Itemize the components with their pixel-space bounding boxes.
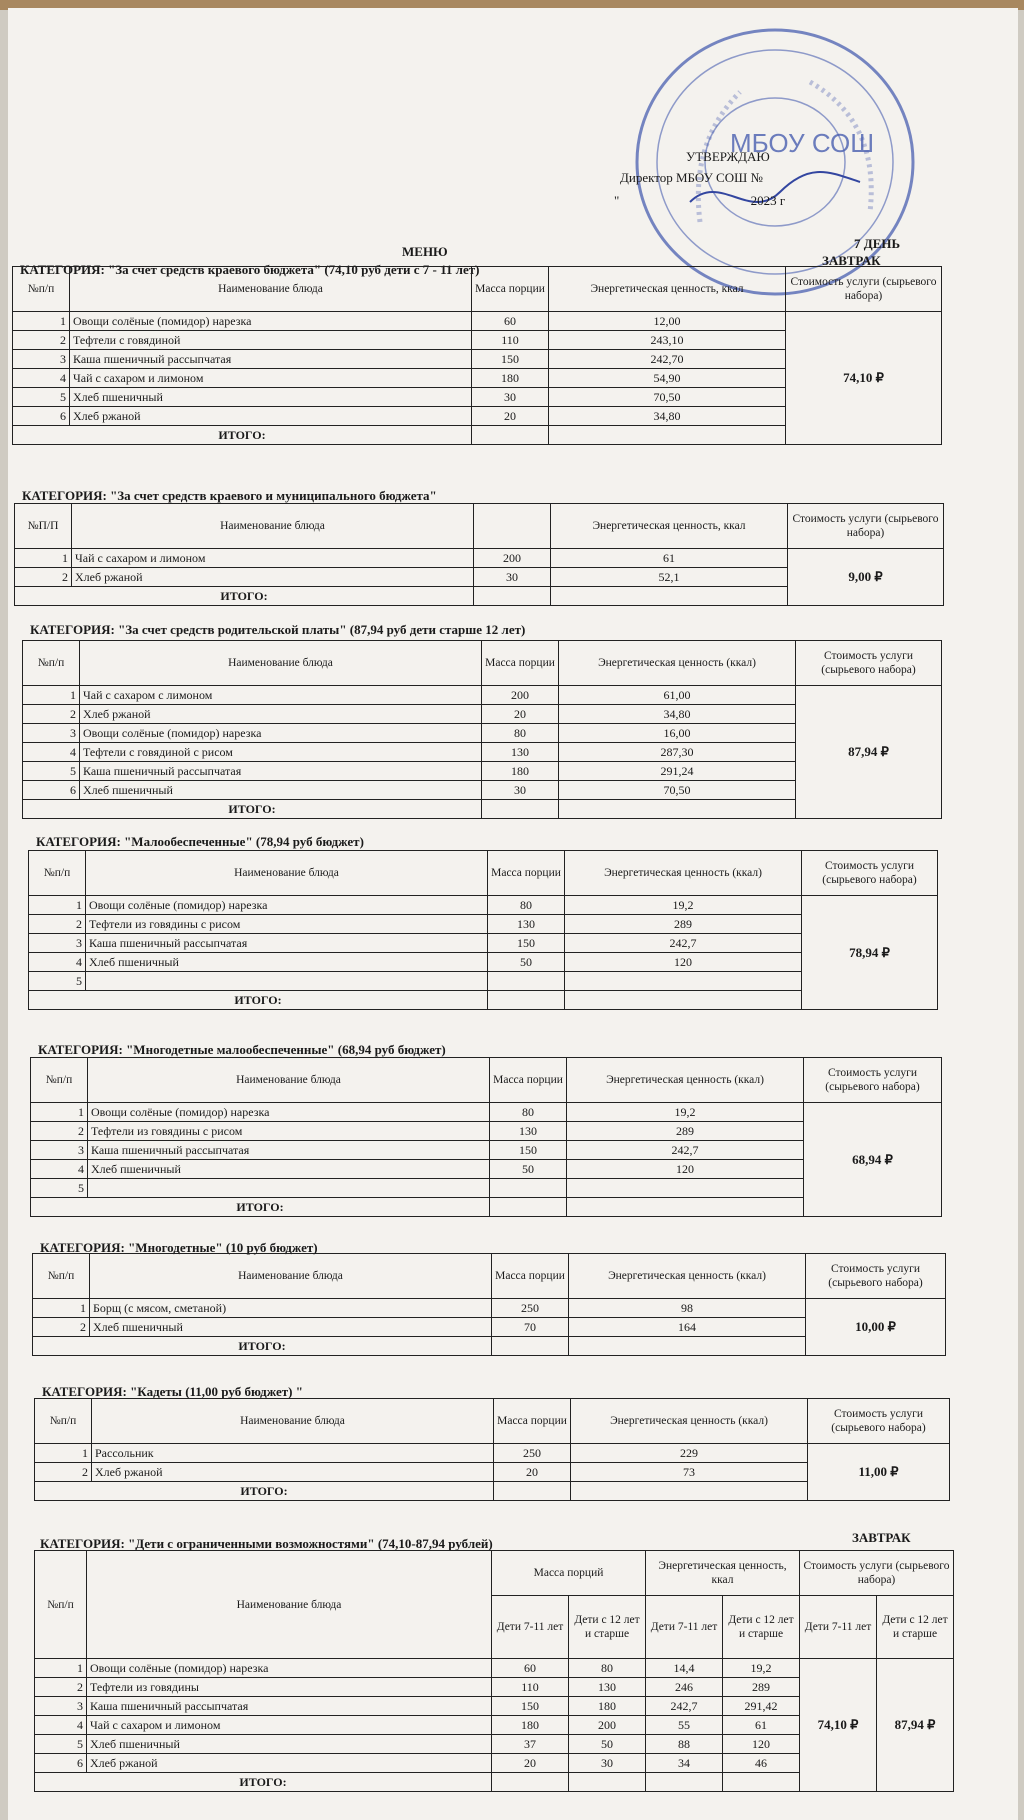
menu-table xyxy=(28,850,938,1010)
dish-name: Овощи солёные (помидор) нарезка xyxy=(70,312,472,331)
row-number: 2 xyxy=(15,568,72,587)
dish-name: Чай с сахаром с лимоном xyxy=(80,686,482,705)
col-name: Наименование блюда xyxy=(86,851,488,896)
dish-kcal: 12,00 xyxy=(549,312,786,331)
row-number: 1 xyxy=(35,1659,87,1678)
dish-mass: 30 xyxy=(474,568,551,587)
total-label: ИТОГО: xyxy=(33,1337,492,1356)
total-label: ИТОГО: xyxy=(35,1482,494,1501)
dish-mass: 130 xyxy=(482,743,559,762)
mass-12: 30 xyxy=(569,1754,646,1773)
kcal-12: 120 xyxy=(723,1735,800,1754)
kcal-12: 19,2 xyxy=(723,1659,800,1678)
dish-kcal: 289 xyxy=(567,1122,804,1141)
col-num: №п/п xyxy=(35,1551,87,1659)
kcal-12: 291,42 xyxy=(723,1697,800,1716)
dish-name: Хлеб пшеничный xyxy=(88,1160,490,1179)
dish-kcal: 16,00 xyxy=(559,724,796,743)
row-number: 2 xyxy=(33,1318,90,1337)
total-kcal xyxy=(559,800,796,819)
col-price-group: Стоимость услуги (сырьевого набора) xyxy=(800,1551,954,1596)
table-row xyxy=(29,896,938,915)
table-header-row xyxy=(31,1058,942,1103)
total-kcal xyxy=(549,426,786,445)
row-number: 5 xyxy=(13,388,70,407)
dish-name: Хлеб пшеничный xyxy=(86,953,488,972)
table-header-row xyxy=(35,1399,950,1444)
dish-name: Чай с сахаром и лимоном xyxy=(72,549,474,568)
menu-table xyxy=(12,266,942,445)
row-number: 5 xyxy=(31,1179,88,1198)
dish-name: Каша пшеничный рассыпчатая xyxy=(87,1697,492,1716)
total-label: ИТОГО: xyxy=(31,1198,490,1217)
table-row xyxy=(31,1103,942,1122)
category-title: КАТЕГОРИЯ: "Многодетные малообеспеченные" (68,94 руб бюджет) xyxy=(38,1042,446,1057)
mass-12: 80 xyxy=(569,1659,646,1678)
dish-name: Овощи солёные (помидор) нарезка xyxy=(80,724,482,743)
dish-mass: 50 xyxy=(488,953,565,972)
dish-kcal: 164 xyxy=(569,1318,806,1337)
col-price: Стоимость услуги (сырьевого набора) xyxy=(808,1399,950,1444)
row-number: 3 xyxy=(35,1697,87,1716)
dish-name xyxy=(88,1179,490,1198)
price-12: 87,94 ₽ xyxy=(877,1659,954,1792)
sub-mass-7-11: Дети 7-11 лет xyxy=(492,1596,569,1659)
row-number: 5 xyxy=(35,1735,87,1754)
mass-12: 130 xyxy=(569,1678,646,1697)
col-price: Стоимость услуги (сырьевого набора) xyxy=(806,1254,946,1299)
total-label: ИТОГО: xyxy=(15,587,474,606)
row-number: 5 xyxy=(23,762,80,781)
service-price: 78,94 ₽ xyxy=(802,896,938,1010)
category-title: КАТЕГОРИЯ: "Малообеспеченные" (78,94 руб бюджет) xyxy=(36,834,364,849)
col-name: Наименование блюда xyxy=(72,504,474,549)
col-energy: Энергетическая ценность (ккал) xyxy=(565,851,802,896)
total-kcal xyxy=(571,1482,808,1501)
mass-7-11: 37 xyxy=(492,1735,569,1754)
dish-kcal: 19,2 xyxy=(565,896,802,915)
col-name: Наименование блюда xyxy=(70,267,472,312)
col-energy-group: Энергетическая ценность, ккал xyxy=(646,1551,800,1596)
total-row xyxy=(29,991,938,1010)
day-label: 7 ДЕНЬ xyxy=(854,236,901,251)
dish-kcal: 70,50 xyxy=(559,781,796,800)
table-row xyxy=(23,686,942,705)
dish-kcal: 242,7 xyxy=(565,934,802,953)
col-name: Наименование блюда xyxy=(90,1254,492,1299)
dish-name: Хлеб пшеничный xyxy=(87,1735,492,1754)
row-number: 3 xyxy=(13,350,70,369)
svg-text:МБОУ СОШ: МБОУ СОШ xyxy=(730,128,875,158)
mass-12: 180 xyxy=(569,1697,646,1716)
col-num: №п/п xyxy=(13,267,70,312)
dish-mass: 200 xyxy=(474,549,551,568)
row-number: 4 xyxy=(29,953,86,972)
row-number: 4 xyxy=(23,743,80,762)
dish-name: Хлеб пшеничный xyxy=(70,388,472,407)
dish-mass: 130 xyxy=(488,915,565,934)
table-row xyxy=(15,549,944,568)
kcal-7-11: 246 xyxy=(646,1678,723,1697)
dish-mass: 200 xyxy=(482,686,559,705)
col-name: Наименование блюда xyxy=(80,641,482,686)
col-energy: Энергетическая ценность (ккал) xyxy=(569,1254,806,1299)
dish-kcal: 120 xyxy=(565,953,802,972)
row-number: 1 xyxy=(13,312,70,331)
dish-name: Каша пшеничный рассыпчатая xyxy=(86,934,488,953)
sub-price-7-11: Дети 7-11 лет xyxy=(800,1596,877,1659)
col-price: Стоимость услуги (сырьевого набора) xyxy=(786,267,942,312)
kcal-12: 289 xyxy=(723,1678,800,1697)
row-number: 1 xyxy=(23,686,80,705)
page-title: МЕНЮ xyxy=(402,244,448,259)
table-row xyxy=(29,934,938,953)
row-number: 2 xyxy=(29,915,86,934)
table-header-row xyxy=(23,641,942,686)
dish-kcal: 54,90 xyxy=(549,369,786,388)
dish-name: Хлеб пшеничный xyxy=(90,1318,492,1337)
dish-mass: 130 xyxy=(490,1122,567,1141)
dish-mass xyxy=(490,1179,567,1198)
dish-kcal: 289 xyxy=(565,915,802,934)
dish-name: Овощи солёные (помидор) нарезка xyxy=(86,896,488,915)
total-mass xyxy=(494,1482,571,1501)
mass-7-11: 110 xyxy=(492,1678,569,1697)
dish-mass: 20 xyxy=(482,705,559,724)
kcal-12: 46 xyxy=(723,1754,800,1773)
col-price: Стоимость услуги (сырьевого набора) xyxy=(796,641,942,686)
row-number: 4 xyxy=(31,1160,88,1179)
mass-7-11: 60 xyxy=(492,1659,569,1678)
dish-name: Каша пшеничный рассыпчатая xyxy=(80,762,482,781)
dish-name: Хлеб пшеничный xyxy=(80,781,482,800)
menu-table xyxy=(14,503,944,606)
dish-name: Тефтели из говядины xyxy=(87,1678,492,1697)
dish-mass: 150 xyxy=(490,1141,567,1160)
dish-name: Тефтели из говядины с рисом xyxy=(88,1122,490,1141)
kcal-7-11: 55 xyxy=(646,1716,723,1735)
disabled-meal-label: ЗАВТРАК xyxy=(852,1530,911,1545)
dish-kcal: 70,50 xyxy=(549,388,786,407)
col-energy: Энергетическая ценность, ккал xyxy=(549,267,786,312)
dish-name: Каша пшеничный рассыпчатая xyxy=(88,1141,490,1160)
service-price: 9,00 ₽ xyxy=(788,549,944,606)
meal-label: ЗАВТРАК xyxy=(822,253,881,268)
dish-mass: 180 xyxy=(482,762,559,781)
dish-mass: 180 xyxy=(472,369,549,388)
sub-energy-12: Дети с 12 лет и старше xyxy=(723,1596,800,1659)
category-title: КАТЕГОРИЯ: "За счет средств краевого бюджета" (74,10 руб дети с 7 - 11 лет) xyxy=(20,262,480,277)
col-mass-group: Масса порций xyxy=(492,1551,646,1596)
dish-mass: 80 xyxy=(482,724,559,743)
table-row xyxy=(29,972,938,991)
col-energy: Энергетическая ценность (ккал) xyxy=(571,1399,808,1444)
col-mass: Масса порции xyxy=(482,641,559,686)
col-mass: Масса порции xyxy=(488,851,565,896)
dish-name: Рассольник xyxy=(92,1444,494,1463)
dish-name: Борщ (с мясом, сметаной) xyxy=(90,1299,492,1318)
total-label: ИТОГО: xyxy=(29,991,488,1010)
mass-7-11: 180 xyxy=(492,1716,569,1735)
dish-kcal: 61,00 xyxy=(559,686,796,705)
dish-name: Тефтели с говядиной с рисом xyxy=(80,743,482,762)
service-price: 68,94 ₽ xyxy=(804,1103,942,1217)
menu-table xyxy=(32,1253,946,1356)
dish-name: Каша пшеничный рассыпчатая xyxy=(70,350,472,369)
col-mass xyxy=(474,504,551,549)
mass-7-11: 20 xyxy=(492,1754,569,1773)
total-kcal xyxy=(567,1198,804,1217)
dish-name: Тефтели с говядиной xyxy=(70,331,472,350)
category-title: КАТЕГОРИЯ: "За счет средств родительской платы" (87,94 руб дети старше 12 лет) xyxy=(30,622,526,637)
row-number: 3 xyxy=(29,934,86,953)
menu-table xyxy=(22,640,942,819)
dish-kcal: 73 xyxy=(571,1463,808,1482)
row-number: 2 xyxy=(23,705,80,724)
service-price: 87,94 ₽ xyxy=(796,686,942,819)
total-cell xyxy=(646,1773,723,1792)
col-price: Стоимость услуги (сырьевого набора) xyxy=(804,1058,942,1103)
row-number: 4 xyxy=(35,1716,87,1735)
total-mass xyxy=(482,800,559,819)
row-number: 6 xyxy=(35,1754,87,1773)
row-number: 3 xyxy=(23,724,80,743)
sub-energy-7-11: Дети 7-11 лет xyxy=(646,1596,723,1659)
dish-kcal xyxy=(565,972,802,991)
dish-mass xyxy=(488,972,565,991)
col-mass: Масса порции xyxy=(494,1399,571,1444)
col-price: Стоимость услуги (сырьевого набора) xyxy=(788,504,944,549)
total-mass xyxy=(474,587,551,606)
col-num: №п/п xyxy=(31,1058,88,1103)
row-number: 2 xyxy=(35,1678,87,1697)
row-number: 1 xyxy=(35,1444,92,1463)
row-number: 3 xyxy=(31,1141,88,1160)
total-cell xyxy=(492,1773,569,1792)
disabled-title: КАТЕГОРИЯ: "Дети с ограниченными возможностями" (74,10-87,94 рублей) xyxy=(40,1536,493,1551)
table-header-row xyxy=(15,504,944,549)
col-num: №п/п xyxy=(23,641,80,686)
total-kcal xyxy=(551,587,788,606)
kcal-7-11: 88 xyxy=(646,1735,723,1754)
total-cell xyxy=(569,1773,646,1792)
col-energy: Энергетическая ценность (ккал) xyxy=(567,1058,804,1103)
dish-kcal: 291,24 xyxy=(559,762,796,781)
dish-mass: 30 xyxy=(482,781,559,800)
dish-kcal xyxy=(567,1179,804,1198)
kcal-12: 61 xyxy=(723,1716,800,1735)
dish-kcal: 98 xyxy=(569,1299,806,1318)
dish-kcal: 52,1 xyxy=(551,568,788,587)
dish-kcal: 242,70 xyxy=(549,350,786,369)
total-kcal xyxy=(569,1337,806,1356)
kcal-7-11: 34 xyxy=(646,1754,723,1773)
col-num: №п/п xyxy=(35,1399,92,1444)
col-energy: Энергетическая ценность (ккал) xyxy=(559,641,796,686)
row-number: 1 xyxy=(31,1103,88,1122)
row-number: 1 xyxy=(15,549,72,568)
dish-mass: 250 xyxy=(494,1444,571,1463)
dish-name: Овощи солёные (помидор) нарезка xyxy=(88,1103,490,1122)
approval-block xyxy=(614,146,786,211)
table-header-row xyxy=(29,851,938,896)
dish-mass: 30 xyxy=(472,388,549,407)
dish-kcal: 34,80 xyxy=(559,705,796,724)
dish-name: Овощи солёные (помидор) нарезка xyxy=(87,1659,492,1678)
disabled-table xyxy=(34,1550,954,1792)
dish-mass: 80 xyxy=(488,896,565,915)
col-mass: Масса порции xyxy=(490,1058,567,1103)
total-cell xyxy=(723,1773,800,1792)
row-number: 1 xyxy=(33,1299,90,1318)
director-label: Директор МБОУ СОШ № xyxy=(620,170,763,185)
dish-name xyxy=(86,972,488,991)
table-row xyxy=(35,1659,954,1678)
sub-price-12: Дети с 12 лет и старше xyxy=(877,1596,954,1659)
dish-mass: 70 xyxy=(492,1318,569,1337)
kcal-7-11: 14,4 xyxy=(646,1659,723,1678)
price-7-11: 74,10 ₽ xyxy=(800,1659,877,1792)
dish-kcal: 242,7 xyxy=(567,1141,804,1160)
dish-kcal: 61 xyxy=(551,549,788,568)
category-title: КАТЕГОРИЯ: "Кадеты (11,00 руб бюджет) " xyxy=(42,1384,303,1399)
table-row xyxy=(29,953,938,972)
row-number: 2 xyxy=(31,1122,88,1141)
row-number: 6 xyxy=(13,407,70,426)
dish-kcal: 120 xyxy=(567,1160,804,1179)
table-header-row xyxy=(13,267,942,312)
dish-mass: 150 xyxy=(472,350,549,369)
year-label: 2023 г xyxy=(750,193,786,208)
dish-name: Хлеб ржаной xyxy=(87,1754,492,1773)
mass-12: 200 xyxy=(569,1716,646,1735)
row-number: 4 xyxy=(13,369,70,388)
col-num: №п/п xyxy=(33,1254,90,1299)
dish-name: Чай с сахаром и лимоном xyxy=(70,369,472,388)
date-quote: " xyxy=(614,193,620,208)
total-label: ИТОГО: xyxy=(13,426,472,445)
col-name: Наименование блюда xyxy=(92,1399,494,1444)
total-label: ИТОГО: xyxy=(35,1773,492,1792)
menu-table xyxy=(34,1398,950,1501)
col-name: Наименование блюда xyxy=(87,1551,492,1659)
total-label: ИТОГО: xyxy=(23,800,482,819)
row-number: 5 xyxy=(29,972,86,991)
sub-mass-12: Дети с 12 лет и старше xyxy=(569,1596,646,1659)
row-number: 2 xyxy=(13,331,70,350)
mass-12: 50 xyxy=(569,1735,646,1754)
table-row xyxy=(33,1299,946,1318)
col-mass: Масса порции xyxy=(492,1254,569,1299)
dish-mass: 80 xyxy=(490,1103,567,1122)
dish-mass: 110 xyxy=(472,331,549,350)
col-energy: Энергетическая ценность, ккал xyxy=(551,504,788,549)
total-mass xyxy=(488,991,565,1010)
dish-kcal: 287,30 xyxy=(559,743,796,762)
mass-7-11: 150 xyxy=(492,1697,569,1716)
dish-name: Чай с сахаром и лимоном xyxy=(87,1716,492,1735)
table-row xyxy=(35,1444,950,1463)
total-mass xyxy=(472,426,549,445)
service-price: 74,10 ₽ xyxy=(786,312,942,445)
dish-name: Хлеб ржаной xyxy=(72,568,474,587)
dish-kcal: 229 xyxy=(571,1444,808,1463)
dish-kcal: 243,10 xyxy=(549,331,786,350)
col-name: Наименование блюда xyxy=(88,1058,490,1103)
menu-table xyxy=(30,1057,942,1217)
dish-mass: 50 xyxy=(490,1160,567,1179)
kcal-7-11: 242,7 xyxy=(646,1697,723,1716)
dish-mass: 250 xyxy=(492,1299,569,1318)
dish-name: Хлеб ржаной xyxy=(92,1463,494,1482)
dish-kcal: 34,80 xyxy=(549,407,786,426)
total-kcal xyxy=(565,991,802,1010)
category-title: КАТЕГОРИЯ: "За счет средств краевого и муниципального бюджета" xyxy=(22,488,437,503)
table-header-row xyxy=(33,1254,946,1299)
total-mass xyxy=(492,1337,569,1356)
col-num: №п/п xyxy=(29,851,86,896)
dish-name: Тефтели из говядины с рисом xyxy=(86,915,488,934)
dish-name: Хлеб ржаной xyxy=(70,407,472,426)
col-num: №П/П xyxy=(15,504,72,549)
category-title: КАТЕГОРИЯ: "Многодетные" (10 руб бюджет) xyxy=(40,1240,318,1255)
col-mass: Масса порции xyxy=(472,267,549,312)
table-row xyxy=(13,312,942,331)
dish-name: Хлеб ржаной xyxy=(80,705,482,724)
service-price: 10,00 ₽ xyxy=(806,1299,946,1356)
row-number: 2 xyxy=(35,1463,92,1482)
dish-mass: 60 xyxy=(472,312,549,331)
dish-mass: 20 xyxy=(472,407,549,426)
approve-label: УТВЕРЖДАЮ xyxy=(686,149,770,164)
table-row xyxy=(29,915,938,934)
total-mass xyxy=(490,1198,567,1217)
dish-kcal: 19,2 xyxy=(567,1103,804,1122)
row-number: 6 xyxy=(23,781,80,800)
dish-mass: 20 xyxy=(494,1463,571,1482)
dish-mass: 150 xyxy=(488,934,565,953)
row-number: 1 xyxy=(29,896,86,915)
col-price: Стоимость услуги (сырьевого набора) xyxy=(802,851,938,896)
service-price: 11,00 ₽ xyxy=(808,1444,950,1501)
